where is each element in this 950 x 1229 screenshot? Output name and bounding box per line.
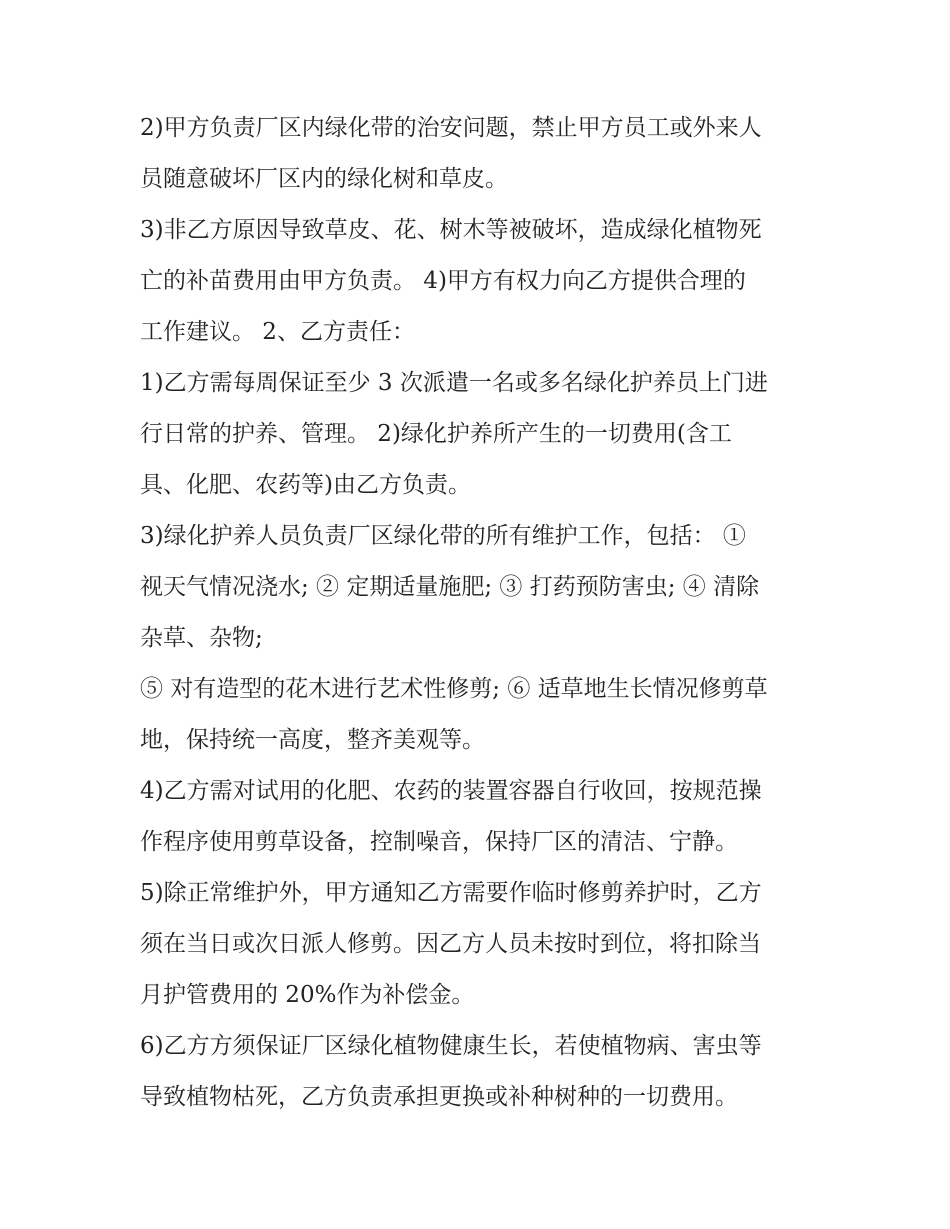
paragraph-replanting-cost <box>140 205 815 358</box>
paragraph-containers-noise <box>140 766 815 868</box>
paragraph-party-b-visits <box>140 358 815 511</box>
paragraph-party-a-security <box>140 103 815 205</box>
text-line: 须在当日或次日派人修剪。因乙方人员未按时到位，将扣除当 <box>140 931 761 957</box>
paragraph-maintenance-duties <box>140 511 815 664</box>
text-line: 6)乙方方须保证厂区绿化植物健康生长，若使植物病、害虫等 <box>140 1033 762 1059</box>
text-line: 具、化肥、农药等)由乙方负责。 <box>140 472 471 498</box>
text-line: 杂草、杂物; <box>140 625 263 651</box>
paragraph-temporary-pruning <box>140 868 815 1021</box>
text-line: 4)乙方需对试用的化肥、农药的装置容器自行收回，按规范操 <box>140 778 762 804</box>
text-line: 3)绿化护养人员负责厂区绿化带的所有维护工作，包括： ① <box>140 523 746 549</box>
text-line: 员随意破坏厂区内的绿化树和草皮。 <box>140 166 508 192</box>
text-line: 2)甲方负责厂区内绿化带的治安问题，禁止甲方员工或外来人 <box>140 115 762 141</box>
text-line: 作程序使用剪草设备，控制噪音，保持厂区的清洁、宁静。 <box>140 829 738 855</box>
paragraph-pruning <box>140 664 815 766</box>
text-line: 地，保持统一高度，整齐美观等。 <box>140 727 485 753</box>
text-line: 行日常的护养、管理。 2)绿化护养所产生的一切费用(含工 <box>140 421 732 447</box>
text-line: 工作建议。 2、乙方责任： <box>140 319 415 345</box>
text-line: 视天气情况浇水; ② 定期适量施肥; ③ 打药预防害虫; ④ 清除 <box>140 574 760 600</box>
text-line: 1)乙方需每周保证至少 3 次派遣一名或多名绿化护养员上门进 <box>140 370 768 396</box>
text-line: 月护管费用的 20%作为补偿金。 <box>140 982 475 1008</box>
text-line: 3)非乙方原因导致草皮、花、树木等被破坏，造成绿化植物死 <box>140 217 762 243</box>
paragraph-plant-health <box>140 1021 815 1123</box>
document-body <box>140 103 815 1123</box>
text-line: 5)除正常维护外，甲方通知乙方需要作临时修剪养护时，乙方 <box>140 880 762 906</box>
text-line: ⑤ 对有造型的花木进行艺术性修剪; ⑥ 适草地生长情况修剪草 <box>140 676 768 702</box>
text-line: 导致植物枯死，乙方负责承担更换或补种树种的一切费用。 <box>140 1084 738 1110</box>
text-line: 亡的补苗费用由甲方负责。 4)甲方有权力向乙方提供合理的 <box>140 268 746 294</box>
